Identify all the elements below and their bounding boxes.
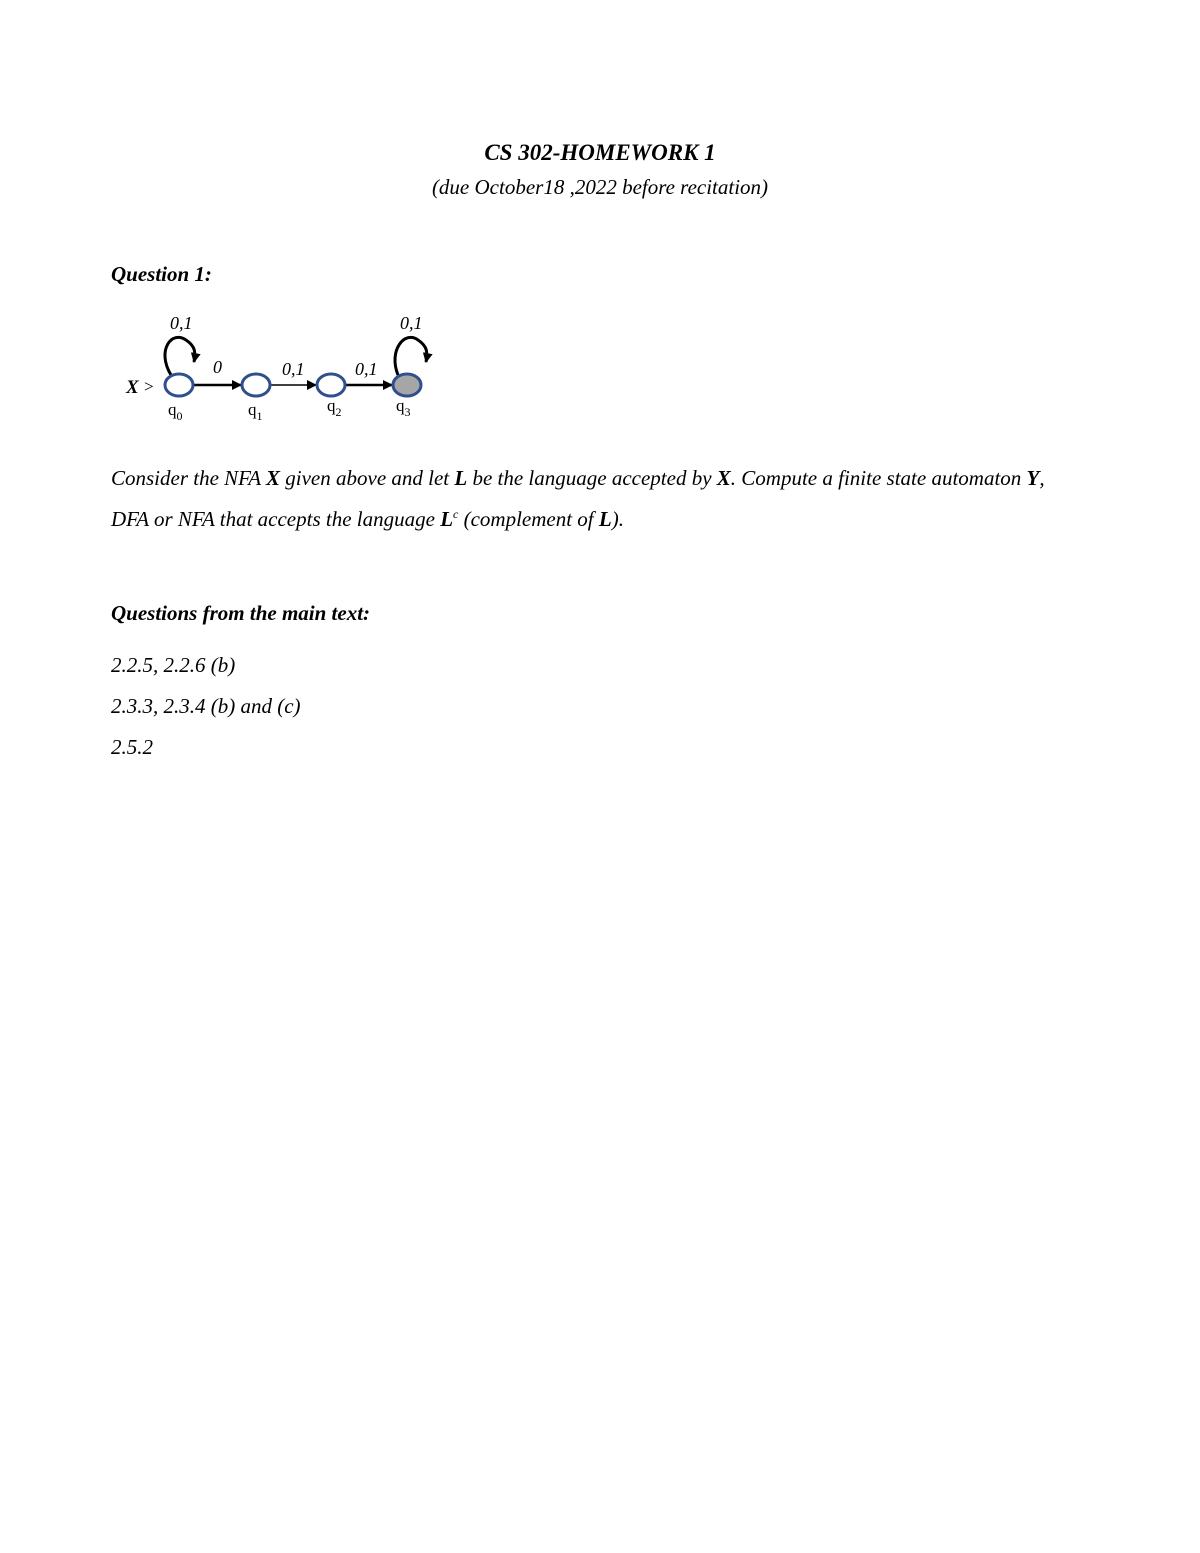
q1-text-part: given above and let [280,466,455,490]
q1-language-complement: L [440,507,454,531]
q1-text-part: , DFA or NFA that accepts the language [111,466,1045,531]
self-loop-q0 [165,337,195,375]
state-name-q3-base: q [396,396,405,415]
state-name-q0-base: q [168,400,177,419]
state-name-q2-base: q [327,396,336,415]
state-name-q0 [168,400,183,423]
state-name-q3-sub: 3 [404,405,411,419]
state-q2 [317,374,345,396]
q1-text-part: Consider the NFA [111,466,266,490]
question-1-body [111,458,1071,540]
state-name-q1 [248,400,263,423]
state-q3-accepting [393,374,421,396]
due-date-subtitle: (due October18 ,2022 before recitation) [431,175,769,199]
q1-automaton-x: X [266,466,281,490]
state-name-q3 [396,396,411,419]
label-q0-q1: 0 [213,357,222,377]
nfa-diagram [110,300,450,440]
state-name-q0-sub: 0 [176,409,183,423]
q1-text-part: (complement of [458,507,599,531]
state-name-q1-sub: 1 [256,409,263,423]
start-marker: > [144,377,154,396]
state-name-q1-base: q [248,400,257,419]
q1-automaton-y: Y [1026,466,1040,490]
state-name-q2-sub: 2 [335,405,342,419]
exercise-line: 2.5.2 [111,735,153,759]
exercise-line: 2.3.3, 2.3.4 (b) and (c) [111,694,301,718]
state-q1 [242,374,270,396]
q1-language-l: L [454,466,468,490]
label-q2-q3: 0,1 [355,359,378,379]
exercise-line: 2.2.5, 2.2.6 (b) [111,653,236,677]
label-q3-loop: 0,1 [400,313,423,333]
state-q0 [165,374,193,396]
automaton-name-label: X [126,377,139,398]
state-name-q2 [327,396,342,419]
complement-superscript: c [453,507,459,521]
label-q0-loop: 0,1 [170,313,193,333]
q1-automaton-x: X [716,466,731,490]
q1-text-part: . Compute a finite state automaton [730,466,1027,490]
q1-language-l: L [598,507,612,531]
self-loop-q3 [395,337,427,375]
q1-text-part: ). [611,507,624,531]
question-1-heading: Question 1: [111,262,212,286]
label-q1-q2: 0,1 [282,359,305,379]
page-title: CS 302-HOMEWORK 1 [484,140,716,165]
main-text-heading: Questions from the main text: [111,601,371,625]
q1-text-part: be the language accepted by [467,466,717,490]
